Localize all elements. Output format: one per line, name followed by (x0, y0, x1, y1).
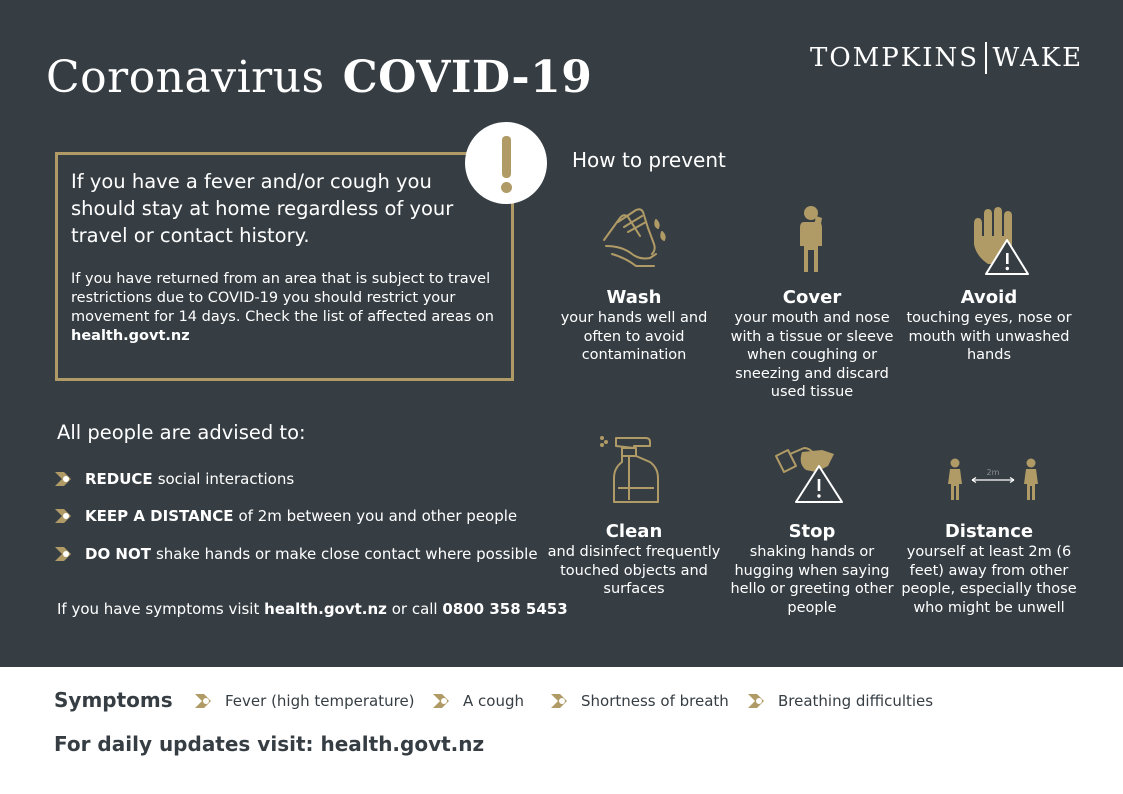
prevent-item-text: yourself at least 2m (6 feet) away from other people, especially those who might be unwell (901, 544, 1077, 616)
contact-mid: or call (391, 600, 438, 618)
prevent-item-text: shaking hands or hugging when saying hello or greeting other people (730, 544, 894, 616)
symptom-item (551, 692, 729, 710)
chevron-right-icon (195, 694, 215, 708)
brand-logo (810, 42, 1083, 74)
notice-headline: If you have a fever and/or cough you should stay at home regardless of your travel or contact history. (71, 170, 454, 247)
daily-updates: For daily updates visit: health.govt.nz (54, 732, 485, 756)
chevron-right-icon (55, 472, 75, 486)
title-part2: COVID-19 (342, 52, 593, 103)
symptom-text: Fever (high temperature) (225, 692, 415, 710)
advice-item-text: of 2m between you and other people (238, 507, 518, 525)
distance-label: 2m (986, 468, 1000, 477)
exclamation-dot (501, 182, 512, 193)
symptom-item (195, 692, 415, 710)
symptom-text: Shortness of breath (581, 692, 729, 710)
prevent-item-title: Wash (606, 287, 662, 308)
chevron-right-icon (748, 694, 768, 708)
notice-body (71, 270, 501, 346)
advice-item-bold: REDUCE (85, 470, 153, 488)
prevent-item-title: Distance (944, 521, 1034, 542)
prevent-item-stop (722, 521, 902, 617)
advice-item-text: social interactions (157, 470, 295, 488)
advice-item-bold: KEEP A DISTANCE (85, 507, 234, 525)
symptoms-contact (57, 600, 568, 618)
prevent-heading: How to prevent (572, 148, 726, 172)
advice-item (55, 470, 294, 488)
hand-washing-icon (596, 202, 676, 274)
symptom-item (748, 692, 933, 710)
logo-left: TOMPKINS (810, 43, 980, 73)
prevent-item-title: Cover (782, 287, 842, 308)
contact-prefix: If you have symptoms visit (57, 600, 260, 618)
distance-icon (940, 454, 1044, 504)
prevent-item-distance (899, 521, 1079, 617)
advice-heading: All people are advised to: (57, 421, 306, 444)
title-part1: Coronavirus (46, 52, 325, 103)
contact-phone[interactable]: 0800 358 5453 (442, 600, 568, 618)
prevent-item-clean (544, 521, 724, 599)
prevent-item-cover (722, 287, 902, 402)
spray-bottle-icon (596, 434, 676, 506)
chevron-right-icon (55, 509, 75, 523)
symptom-text: A cough (463, 692, 524, 710)
symptom-text: Breathing difficulties (778, 692, 934, 710)
prevent-item-text: your mouth and nose with a tissue or sleeve when coughing or sneezing and discard used tissue (730, 310, 894, 401)
notice-link[interactable]: health.govt.nz (71, 328, 190, 344)
advice-item-bold: DO NOT (85, 545, 151, 563)
exclamation-bar (502, 136, 511, 178)
prevent-item-avoid (899, 287, 1079, 365)
page-title (46, 52, 592, 103)
advice-item (55, 545, 538, 563)
symptoms-label: Symptoms (54, 688, 173, 712)
chevron-right-icon (433, 694, 453, 708)
prevent-item-text: your hands well and often to avoid contamination (560, 310, 708, 364)
prevent-item-title: Stop (788, 521, 836, 542)
logo-divider (985, 42, 987, 74)
symptom-item (433, 692, 524, 710)
contact-link[interactable]: health.govt.nz (264, 600, 387, 618)
advice-item-text: shake hands or make close contact where possible (155, 545, 538, 563)
prevent-item-text: touching eyes, nose or mouth with unwashed hands (906, 310, 1072, 364)
handshake-warning-icon (772, 440, 852, 512)
prevent-item-title: Clean (605, 521, 663, 542)
chevron-right-icon (55, 547, 75, 561)
prevent-item-title: Avoid (960, 287, 1018, 308)
prevent-item-text: and disinfect frequently touched objects and surfaces (547, 544, 721, 598)
notice-body-text: If you have returned from an area that is subject to travel restrictions due to COVID-19 you should restrict your movement for 14 days. Check the list of affected areas on (71, 271, 494, 325)
logo-right: WAKE (992, 43, 1084, 73)
chevron-right-icon (551, 694, 571, 708)
prevent-item-wash (544, 287, 724, 365)
cover-cough-icon (772, 204, 852, 276)
advice-item (55, 507, 517, 525)
hand-warning-icon (962, 206, 1042, 278)
